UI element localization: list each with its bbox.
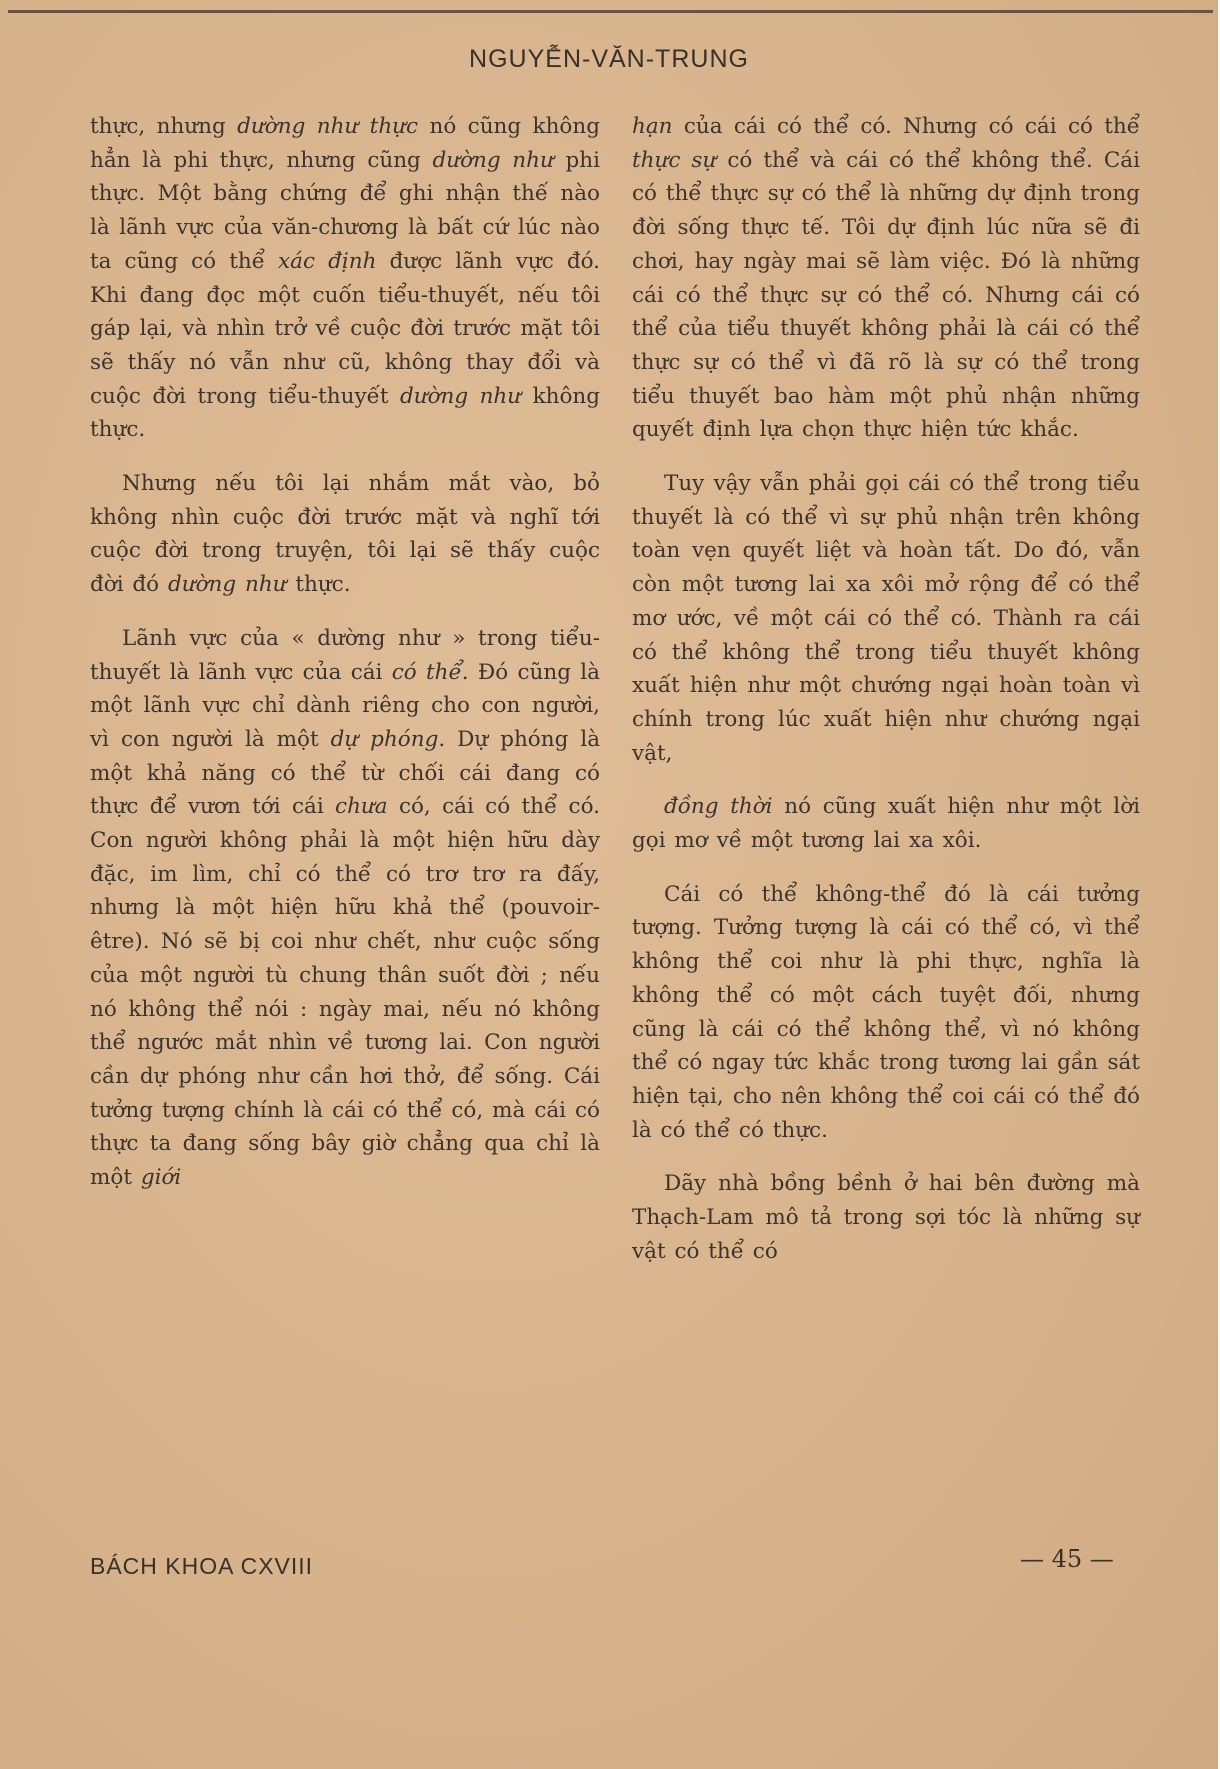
text-run: nó cũng xuất hiện như một lời gọi mơ về một tương lai xa xôi. [632,794,1141,854]
text-run: Lãnh vực của « dường như » trong tiểu-thuyết là lãnh vực của cái [90,625,600,685]
paragraph-right-1 [632,110,1140,447]
italic-run: dường như thực [237,114,419,139]
text-run: . Đó cũng là một lãnh vực chỉ dành riêng cho con người, vì con người là một [90,659,600,752]
paragraph-right-5 [632,1167,1140,1268]
italic-run: giới [140,1165,182,1191]
text-run: Cái có thể không-thể đó là cái tưởng tượng. Tưởng tượng là cái có thể có, vì thể không thể coi như là phi thực, nghĩa là không thể có một cách tuyệt đối, nhưng cũng là cái có thể không thể, vì nó không thể có ngay tức khắc trong tương lai gần sát hiện tại, cho nên không thể coi cái có thể đó là có thể có thực. [632,881,1140,1143]
text-run: được lãnh vực đó. Khi đang đọc một cuốn tiểu-thuyết, nếu tôi gáp lại, và nhìn trở về cuộc đời trước mặt tôi sẽ thấy nó vẫn như cũ, không thay đổi và cuộc đời trong tiểu-thuyết [90,248,600,409]
italic-run: có thể [391,659,462,685]
paragraph-left-1 [90,110,600,447]
italic-run: xác định [278,248,377,274]
italic-run: dự phóng [330,726,439,752]
journal-footer: BÁCH KHOA CXVIII [90,1553,314,1579]
text-run: thực. [286,572,351,598]
paragraph-right-4 [632,878,1140,1148]
text-run: không thực. [90,383,601,443]
text-run: Dãy nhà bồng bềnh ở hai bên đường mà Thạch-Lam mô tả trong sợi tóc là những sự vật có thể có [632,1171,1140,1264]
italic-run: dường như [399,383,522,409]
text-run: Tuy vậy vẫn phải gọi cái có thể trong tiểu thuyết là có thể vì sự phủ nhận trên không toàn vẹn quyết liệt và hoàn tất. Do đó, vẫn còn một tương lai xa xôi mở rộng để có thể mơ ước, về một cái có thể có. Thành ra cái có thể không thể trong tiểu thuyết không xuất hiện như một chướng ngại hoàn toàn vì chính trong lúc xuất hiện như chướng ngại vật, [632,471,1140,766]
italic-run: chưa [335,794,388,820]
paragraph-left-2 [90,467,600,602]
text-run: nó cũng không hẳn là phi thực, nhưng cũng [90,114,600,173]
top-rule [8,10,1213,13]
paragraph-left-3 [90,622,600,1195]
text-run: phi thực. Một bằng chứng để ghi nhận thế nào là lãnh vực của văn-chương là bất cứ lúc nào ta cũng có thể [90,147,600,274]
italic-run: dường như [432,147,554,173]
text-run: . Dự phóng là một khả năng có thể từ chối cái đang có thực để vươn tới cái [90,726,601,820]
paragraph-right-3 [632,790,1140,857]
italic-run: hạn [632,114,673,139]
italic-run: dường như [167,572,287,598]
column-right [632,110,1140,1289]
column-left [90,110,600,1215]
text-run: Nhưng nếu tôi lại nhắm mắt vào, bỏ không nhìn cuộc đời trước mặt và nghĩ tới cuộc đời trong truyện, tôi lại sẽ thấy cuộc đời đó [90,471,600,598]
text-run: có, cái có thể có. Con người không phải là một hiện hữu dày đặc, im lìm, chỉ có thể có trơ trơ ra đấy, nhưng là một hiện hữu khả thể (pouvoir-être). Nó sẽ bị coi như chết, như cuộc sống của một người tù chung thân suốt đời ; nếu nó không thể nói : ngày mai, nếu nó không thể ngước mắt nhìn về tương lai. Con người cần dự phóng như cần hơi thở, để sống. Cái tưởng tượng chính là cái có thể có, mà cái có thực ta đang sống bây giờ chẳng qua chỉ là một [90,794,600,1191]
paragraph-right-2 [632,467,1140,770]
running-head: NGUYỄN-VĂN-TRUNG [469,45,749,73]
text-run: có thể và cái có thể không thể. Cái có thể thực sự có thể là những dự định trong đời sống thực tế. Tôi dự định lúc nữa sẽ đi chơi, hay ngày mai sẽ làm việc. Đó là những cái có thể thực sự có thể có. Nhưng cái có thể của tiểu thuyết không phải là cái có thể thực sự có thể vì đã rõ là sự có thể trong tiểu thuyết bao hàm một phủ nhận những quyết định lựa chọn thực hiện tức khắc. [632,147,1140,443]
text-run: của cái có thể có. Nhưng có cái có thể [672,114,1140,139]
italic-run: thực sự [632,147,717,173]
italic-run: đồng thời [664,794,773,820]
text-run: thực, nhưng [90,114,238,139]
page-number: — 45 — [1020,1545,1114,1573]
